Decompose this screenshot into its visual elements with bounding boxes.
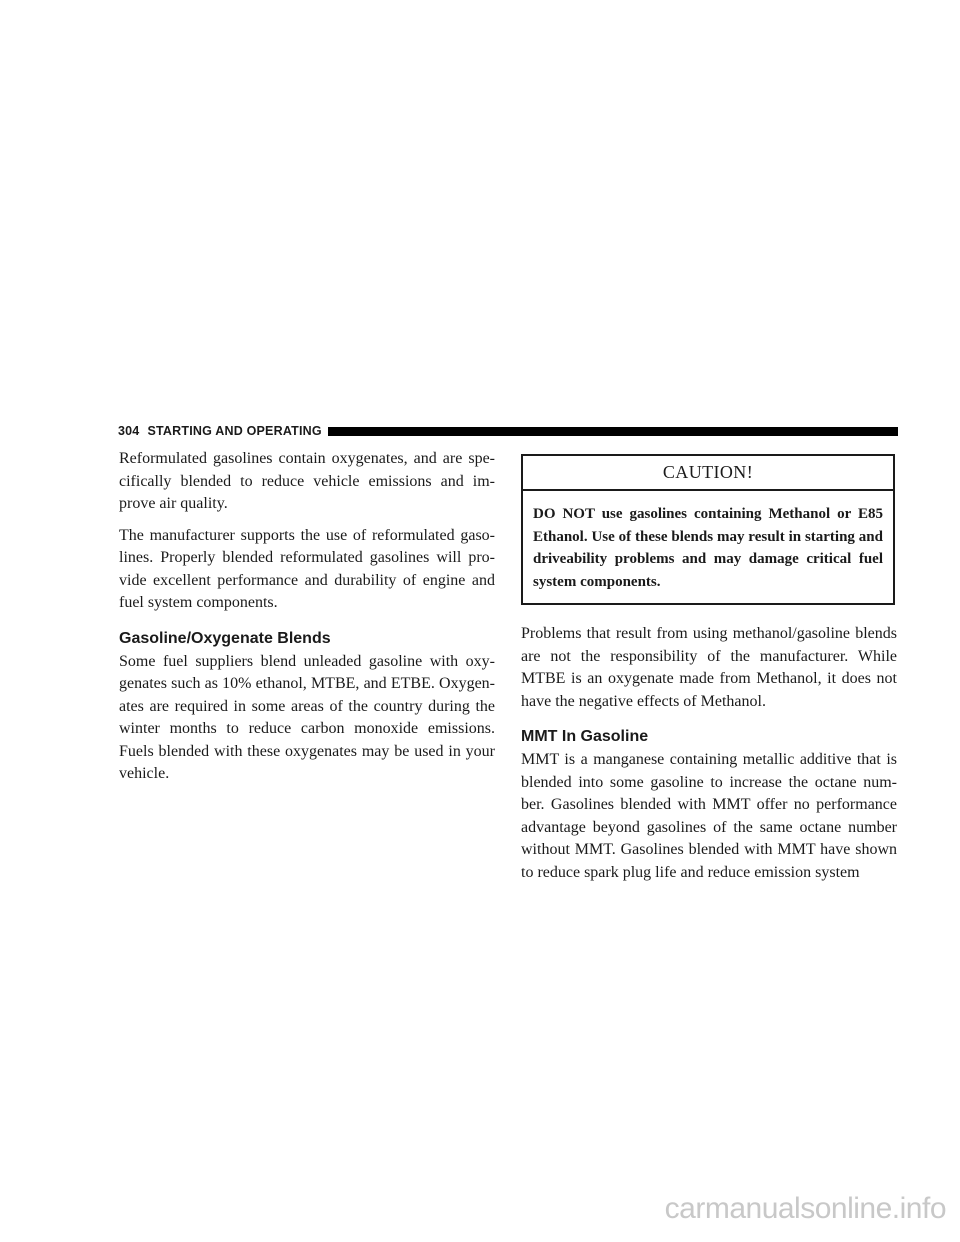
caution-box — [521, 454, 895, 605]
page-header — [118, 424, 898, 438]
left-column — [119, 448, 495, 795]
paragraph-methanol-problems: Problems that result from using methanol/gasoline blends are not the responsibility of the manufacturer. While MTBE is an oxygenate made from Methanol, it does not have the negative effects of Methanol. — [521, 625, 897, 710]
paragraph-oxygenate-blends: Some fuel suppliers blend unleaded gasoline with oxy-genates such as 10% ethanol, MTBE, and ETBE. Oxygen-ates are required in some areas of the country during the winter months to reduce carbon monoxide emissions. Fuels blended with these oxygenates may be used in your vehicle. — [119, 652, 495, 782]
watermark: carmanualsonline.info — [664, 1192, 946, 1225]
caution-title: CAUTION! — [523, 456, 893, 491]
page-number: 304 — [118, 424, 140, 438]
paragraph-reformulated-intro: Reformulated gasolines contain oxygenates, and are spe-cifically blended to reduce vehicle emissions and im-prove air quality. — [119, 450, 495, 512]
heading-mmt: MMT In Gasoline — [521, 728, 649, 745]
heading-oxygenate-blends: Gasoline/Oxygenate Blends — [119, 629, 331, 647]
paragraph-manufacturer-support: The manufacturer supports the use of reformulated gaso-lines. Properly blended reformulated gasolines will pro-vide excellent performance and durability of engine and fuel system components. — [119, 526, 495, 611]
header-rule — [328, 427, 898, 436]
right-column — [521, 448, 897, 893]
section-title: STARTING AND OPERATING — [147, 424, 322, 438]
caution-body: DO NOT use gasolines containing Methanol or E85 Ethanol. Use of these blends may result in starting and driveability problems and may damage critical fuel system components. — [533, 506, 883, 590]
paragraph-mmt: MMT is a manganese containing metallic additive that is blended into some gasoline to increase the octane num-ber. Gasolines blended with MMT offer no performance advantage beyond gasolines of the same octane number without MMT. Gasolines blended with MMT have shown to reduce spark plug life and reduce emission system — [521, 751, 897, 881]
